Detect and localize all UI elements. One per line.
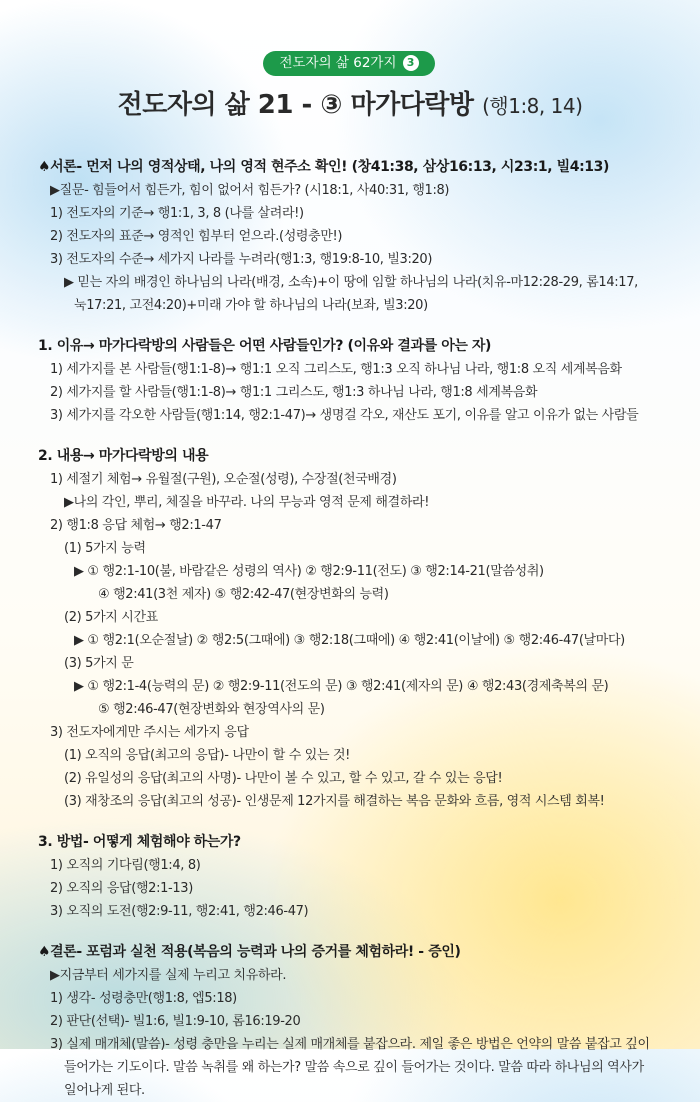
outline-line: 2) 세가지를 할 사람들(행1:1-8)→ 행1:1 그리스도, 행1:3 하나님 나라, 행1:8 세계복음화 — [50, 385, 538, 400]
outline-line: ▶나의 각인, 뿌리, 체질을 바꾸라. 나의 무능과 영적 문제 해결하라! — [64, 495, 430, 510]
outline-line: 3) 전도자에게만 주시는 세가지 응답 — [50, 725, 249, 740]
outline-line: ▶ ① 행2:1(오순절날) ② 행2:5(그때에) ③ 행2:18(그때에) ④ 행2:41(이날에) ⑤ 행2:46-47(날마다) — [74, 633, 625, 648]
outline-line: 3) 오직의 도전(행2:9-11, 행2:41, 행2:46-47) — [50, 904, 309, 919]
section-spacer — [38, 317, 678, 334]
outline-line: (3) 5가지 문 — [64, 656, 134, 671]
outline-line: ▶ ① 행2:1-4(능력의 문) ② 행2:9-11(전도의 문) ③ 행2:41(제자의 문) ④ 행2:43(경제축복의 문) — [74, 679, 609, 694]
outline-line: (2) 5가지 시간표 — [64, 610, 158, 625]
section-heading: 3. 방법- 어떻게 체험해야 하는가? — [38, 834, 241, 850]
page-title-main: 전도자의 삶 21 - ③ 마가다락방 — [117, 90, 474, 120]
outline-line: ▶질문- 힘들어서 힘든가, 힘이 없어서 힘든가? (시18:1, 사40:31, 행1:8) — [50, 183, 450, 198]
outline-line: 2) 오직의 응답(행2:1-13) — [50, 881, 193, 896]
outline-line: 3) 전도자의 수준→ 세가지 나라를 누려라(행1:3, 행19:8-10, 빌3:20) — [50, 252, 433, 267]
outline-line: ▶ 믿는 자의 배경인 하나님의 나라(배경, 소속)+이 땅에 임할 하나님의 나라(치유-마12:28-29, 롬14:17, — [64, 275, 638, 290]
outline-line: 1) 생각- 성령충만(행1:8, 엡5:18) — [50, 991, 237, 1006]
outline-line: ▶지금부터 세가지를 실제 누리고 치유하라. — [50, 968, 287, 983]
section-heading: 1. 이유→ 마가다락방의 사람들은 어떤 사람들인가? (이유와 결과를 아는 자) — [38, 338, 492, 354]
outline-line: ⑤ 행2:46-47(현장변화와 현장역사의 문) — [98, 702, 325, 717]
outline-line: 1) 전도자의 기준→ 행1:1, 3, 8 (나를 살려라!) — [50, 206, 304, 221]
series-badge-label: 전도자의 삶 62가지 — [279, 55, 397, 71]
outline-line: 1) 세가지를 본 사람들(행1:1-8)→ 행1:1 오직 그리스도, 행1:3 오직 하나님 나라, 행1:8 오직 세계복음화 — [50, 362, 622, 377]
outline-line: (1) 오직의 응답(최고의 응답)- 나만이 할 수 있는 것! — [64, 748, 351, 763]
section-spacer — [38, 427, 678, 444]
sermon-outline — [38, 155, 678, 1102]
outline-line: (2) 유일성의 응답(최고의 사명)- 나만이 볼 수 있고, 할 수 있고, 갈 수 있는 응답! — [64, 771, 503, 786]
section-spacer — [38, 813, 678, 830]
outline-line: (1) 5가지 능력 — [64, 541, 146, 556]
page-title-reference: (행1:8, 14) — [482, 94, 583, 118]
outline-line: 1) 오직의 기다림(행1:4, 8) — [50, 858, 201, 873]
outline-line: 1) 세절기 체험→ 유월절(구원), 오순절(성령), 수장절(천국배경) — [50, 472, 397, 487]
outline-line: ④ 행2:41(3천 제자) ⑤ 행2:42-47(현장변화의 능력) — [98, 587, 389, 602]
outline-line: (3) 재창조의 응답(최고의 성공)- 인생문제 12가지를 해결하는 복음 문화와 흐름, 영적 시스템 회복! — [64, 794, 605, 809]
section-spacer — [38, 923, 678, 940]
page-title — [0, 84, 700, 121]
outline-line: 2) 전도자의 표준→ 영적인 힘부터 얻으라.(성령충만!) — [50, 229, 343, 244]
section-heading: 2. 내용→ 마가다락방의 내용 — [38, 448, 209, 464]
outline-line: 3) 실제 매개체(말씀)- 성령 충만을 누리는 실제 매개체를 붙잡으라. 제일 좋은 방법은 언약의 말씀 붙잡고 깊이 — [50, 1037, 650, 1052]
section-heading: ♠결론- 포럼과 실천 적용(복음의 능력과 나의 증거를 체험하라! - 증인) — [38, 944, 461, 960]
series-badge — [263, 51, 435, 76]
section-heading: ♠서론- 먼저 나의 영적상태, 나의 영적 현주소 확인! (창41:38, 삼상16:13, 시23:1, 빌4:13) — [38, 159, 609, 175]
outline-line: 3) 세가지를 각오한 사람들(행1:14, 행2:1-47)→ 생명걸 각오, 재산도 포기, 이유를 알고 이유가 없는 사람들 — [50, 408, 639, 423]
outline-line: 2) 행1:8 응답 체험→ 행2:1-47 — [50, 518, 222, 533]
outline-line: 2) 판단(선택)- 빌1:6, 빌1:9-10, 롬16:19-20 — [50, 1014, 301, 1029]
outline-line: 눅17:21, 고전4:20)+미래 가야 할 하나님의 나라(보좌, 빌3:20) — [74, 298, 428, 313]
outline-line: ▶ ① 행2:1-10(불, 바람같은 성령의 역사) ② 행2:9-11(전도) ③ 행2:14-21(말씀성취) — [74, 564, 544, 579]
outline-line: 일어나게 된다. — [64, 1083, 145, 1098]
outline-line: 들어가는 기도이다. 말씀 녹취를 왜 하는가? 말씀 속으로 깊이 들어가는 것이다. 말씀 따라 하나님의 역사가 — [64, 1060, 644, 1075]
series-number-badge: 3 — [403, 55, 419, 71]
